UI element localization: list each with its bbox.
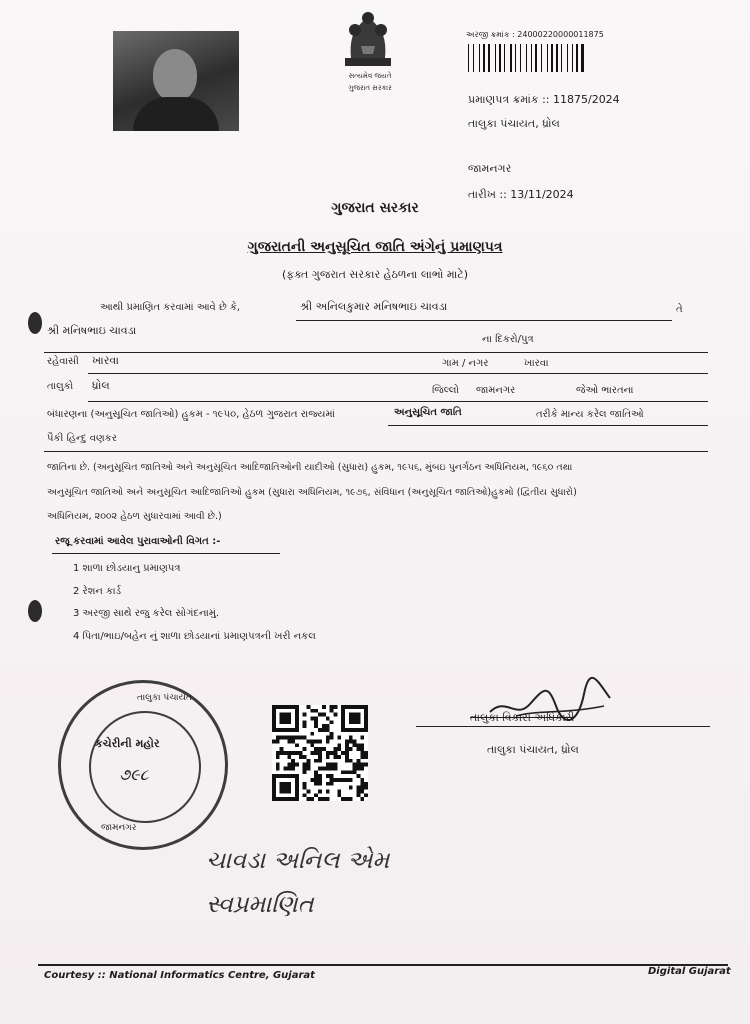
- qr-module: [337, 778, 341, 782]
- barcode-bar: [483, 44, 485, 72]
- qr-module: [318, 759, 322, 763]
- district-label: જિલ્લો: [432, 385, 459, 396]
- qr-module: [345, 747, 349, 751]
- barcode-bar: [486, 44, 487, 72]
- seal-center-text: કચેરીની મહોર: [95, 737, 160, 750]
- qr-module: [326, 782, 330, 786]
- barcode-bar: [515, 44, 516, 72]
- qr-module: [356, 743, 360, 747]
- qr-module: [276, 740, 280, 744]
- barcode-bar: [579, 44, 580, 72]
- qr-module: [303, 770, 307, 774]
- qr-module: [318, 782, 322, 786]
- qr-module: [345, 797, 349, 801]
- qr-module: [310, 751, 314, 755]
- photo-shoulders: [133, 97, 219, 131]
- caste-category: અનુસૂચિત જાતિ: [394, 407, 462, 418]
- resident-underline: [88, 373, 708, 374]
- qr-module: [333, 766, 337, 770]
- qr-module: [287, 740, 291, 744]
- qr-module: [318, 751, 322, 755]
- qr-module: [356, 763, 360, 767]
- qr-module: [307, 789, 311, 793]
- qr-module: [276, 763, 280, 767]
- qr-module: [322, 728, 326, 732]
- qr-module: [291, 759, 295, 763]
- barcode-bar: [491, 44, 494, 72]
- evidence-item: 3 અરજી સાથે રજુ કરેલ સોગંદનામું.: [73, 608, 220, 619]
- barcode-bar: [541, 44, 542, 72]
- qr-module: [326, 751, 330, 755]
- qr-module: [356, 793, 360, 797]
- qr-module: [360, 747, 364, 751]
- qr-module: [353, 763, 357, 767]
- photo-face: [153, 49, 197, 101]
- qr-module: [353, 740, 357, 744]
- issue-date: તારીખ :: 13/11/2024: [468, 188, 574, 201]
- qr-module: [326, 717, 330, 721]
- footer-brand: Digital Gujarat: [648, 966, 731, 977]
- qr-module: [337, 793, 341, 797]
- evidence-item: 2 રેશન કાર્ડ: [73, 586, 122, 597]
- qr-module: [318, 755, 322, 759]
- qr-module: [360, 778, 364, 782]
- qr-module: [303, 755, 307, 759]
- qr-module: [333, 713, 337, 717]
- emblem-caption-satyamev: સત્યમેવ જયતે: [348, 72, 392, 80]
- barcode: [468, 44, 614, 72]
- emblem-caption-govt: ગુજરાત સરકાર: [348, 84, 392, 92]
- seal-number: ૭૯૮: [119, 765, 149, 784]
- handwritten-name: ચાવડા અનિલ એમ: [206, 846, 390, 874]
- qr-module: [307, 763, 311, 767]
- qr-module: [318, 766, 322, 770]
- barcode-bar: [543, 44, 546, 72]
- qr-module: [333, 705, 337, 709]
- qr-module: [330, 732, 334, 736]
- barcode-bar: [572, 44, 573, 72]
- qr-module: [318, 740, 322, 744]
- qr-module: [276, 755, 280, 759]
- seal-ring-text: તાલુકા પંચાયત: [137, 693, 192, 703]
- qr-module: [310, 778, 314, 782]
- qr-module: [318, 747, 322, 751]
- barcode-bar: [547, 44, 548, 72]
- evidence-item: 4 પિતા/ભાઇ/બહેન નું શાળા છોડયાનાં પ્રમાણપત્રની ખરી નકલ: [73, 631, 316, 642]
- taluka-label: તાલુકો: [47, 381, 74, 392]
- qr-module: [314, 717, 318, 721]
- recognized-text: તરીકે માન્ય કરેલ જાતિઓ: [536, 409, 644, 420]
- barcode-bar: [561, 44, 562, 72]
- barcode-bar: [567, 44, 568, 72]
- qr-module: [318, 774, 322, 778]
- qr-module: [330, 766, 334, 770]
- qr-module: [330, 720, 334, 724]
- qr-module: [299, 736, 303, 740]
- qr-module: [360, 782, 364, 786]
- qr-module: [349, 770, 353, 774]
- village-label: ગામ / નગર: [442, 358, 489, 369]
- qr-module: [360, 736, 364, 740]
- qr-module: [337, 789, 341, 793]
- qr-module: [360, 763, 364, 767]
- barcode-bar: [473, 44, 474, 72]
- qr-module: [314, 778, 318, 782]
- qr-module: [322, 797, 326, 801]
- qr-module: [349, 740, 353, 744]
- barcode-bar: [526, 44, 527, 72]
- category-underline: [388, 425, 708, 426]
- qr-module: [280, 736, 284, 740]
- barcode-bar: [556, 44, 558, 72]
- barcode-bar: [576, 44, 578, 72]
- relation-label: ના દિકરો/પુત્ર: [482, 334, 534, 345]
- qr-module: [310, 732, 314, 736]
- qr-module: [349, 736, 353, 740]
- qr-module: [280, 751, 284, 755]
- qr-module: [353, 770, 357, 774]
- barcode-bar: [563, 44, 566, 72]
- signatory-designation: તાલુકા વિકાસ અધિકારી: [470, 711, 575, 724]
- qr-module: [284, 736, 288, 740]
- qr-module: [307, 759, 311, 763]
- qr-module: [364, 755, 368, 759]
- qr-module: [314, 759, 318, 763]
- signatory-office: તાલુકા પંચાયત, ધ્રોલ: [487, 743, 579, 756]
- qr-module: [272, 740, 276, 744]
- qr-module: [318, 797, 322, 801]
- legal-para-3: અધિનિયમ, ૨૦૦૨ હેઠળ સુધારવામાં આવી છે.): [47, 511, 222, 522]
- qr-module: [322, 705, 326, 709]
- qr-module: [360, 751, 364, 755]
- seal-bottom-text: જામનગર: [101, 823, 137, 833]
- qr-module: [314, 774, 318, 778]
- qr-module: [295, 736, 299, 740]
- qr-module: [337, 736, 341, 740]
- state-emblem-icon: [333, 8, 403, 68]
- punch-hole: [28, 600, 42, 622]
- qr-module: [307, 797, 311, 801]
- qr-module: [353, 743, 357, 747]
- qr-module: [330, 782, 334, 786]
- qr-module: [345, 751, 349, 755]
- qr-module: [314, 782, 318, 786]
- qr-module: [284, 766, 288, 770]
- footer-rule: [38, 964, 728, 966]
- qr-module: [364, 763, 368, 767]
- name-underline: [296, 320, 672, 321]
- qr-module: [291, 766, 295, 770]
- india-text: જેઓ ભારતના: [576, 385, 634, 396]
- qr-module: [337, 743, 341, 747]
- application-number: અરજી ક્રમાંક : 24000220000011875: [466, 30, 604, 39]
- barcode-bar: [538, 44, 540, 72]
- qr-module: [345, 778, 349, 782]
- qr-module: [310, 743, 314, 747]
- qr-module: [360, 786, 364, 790]
- issuing-office: તાલુકા પંચાયત, ધ્રોલ: [468, 117, 560, 130]
- qr-module: [349, 778, 353, 782]
- certify-prefix: આથી પ્રમાણિત કરવામાં આવે છે કે,: [100, 302, 241, 313]
- legal-para-1: જાતિના છે. (અનુસૂચિત જાતિઓ અને અનુસૂચિત આદિજાતિઓની યાદીઓ (સુધારા) હુકમ, ૧૯૫૬, મુંબઇ પુનર્ગઠન અધિનિયમ, ૧૯૬૦ તથા: [47, 462, 573, 473]
- qr-module: [303, 747, 307, 751]
- barcode-bar: [531, 44, 532, 72]
- qr-module: [303, 713, 307, 717]
- barcode-bar: [585, 44, 586, 72]
- barcode-bar: [481, 44, 482, 72]
- father-underline: [44, 352, 708, 353]
- applicant-photo: [113, 31, 239, 131]
- barcode-bar: [495, 44, 496, 72]
- qr-module: [295, 743, 299, 747]
- qr-module: [360, 789, 364, 793]
- barcode-bar: [504, 44, 505, 72]
- qr-module: [345, 755, 349, 759]
- qr-module: [280, 747, 284, 751]
- qr-module: [326, 728, 330, 732]
- qr-module: [276, 736, 280, 740]
- qr-module: [333, 778, 337, 782]
- qr-module: [333, 763, 337, 767]
- qr-module: [287, 766, 291, 770]
- qr-module: [326, 736, 330, 740]
- qr-module: [276, 766, 280, 770]
- qr-module: [333, 755, 337, 759]
- evidence-item: 1 શાળા છોડયાનુ પ્રમાણપત્ર: [73, 563, 181, 574]
- barcode-bar: [554, 44, 555, 72]
- barcode-bar: [528, 44, 530, 72]
- qr-module: [314, 751, 318, 755]
- qr-module: [333, 751, 337, 755]
- certificate-number: પ્રમાણપત્ર ક્રમાંક :: 11875/2024: [468, 93, 620, 106]
- qr-module: [318, 713, 322, 717]
- resident-value: ખારવા: [92, 354, 119, 367]
- qr-code: [272, 705, 368, 801]
- qr-module: [356, 786, 360, 790]
- qr-module: [345, 770, 349, 774]
- qr-module: [310, 740, 314, 744]
- qr-module: [330, 709, 334, 713]
- qr-module: [341, 770, 345, 774]
- qr-module: [284, 751, 288, 755]
- qr-module: [353, 766, 357, 770]
- qr-module: [303, 724, 307, 728]
- qr-module: [330, 763, 334, 767]
- qr-module: [364, 793, 368, 797]
- qr-module: [303, 736, 307, 740]
- qr-module: [326, 774, 330, 778]
- certificate-note: (ફક્ત ગુજરાત સરકાર હેઠળના લાભો માટે): [281, 268, 469, 281]
- qr-module: [310, 709, 314, 713]
- barcode-bar: [470, 44, 472, 72]
- qr-module: [314, 709, 318, 713]
- district-name: જામનગર: [468, 162, 512, 175]
- barcode-bar: [535, 44, 537, 72]
- qr-module: [314, 770, 318, 774]
- qr-module: [349, 713, 361, 725]
- qr-module: [314, 720, 318, 724]
- qr-module: [337, 747, 341, 751]
- qr-module: [307, 705, 311, 709]
- qr-module: [276, 751, 280, 755]
- qr-module: [303, 782, 307, 786]
- qr-module: [356, 774, 360, 778]
- qr-module: [326, 724, 330, 728]
- qr-module: [291, 740, 295, 744]
- qr-module: [349, 786, 353, 790]
- handwritten-attestation: સ્વપ્રમાણિત: [206, 890, 314, 918]
- qr-module: [356, 759, 360, 763]
- qr-module: [322, 766, 326, 770]
- barcode-bar: [533, 44, 534, 72]
- qr-module: [280, 782, 292, 794]
- qr-module: [356, 747, 360, 751]
- constitution-text: બંધારણના (અનુસૂચિત જાતિઓ) હુકમ - ૧૯૫૦, હેઠળ ગુજરાત રાજ્યમાં: [47, 409, 335, 420]
- qr-module: [303, 786, 307, 790]
- qr-module: [322, 724, 326, 728]
- qr-module: [303, 720, 307, 724]
- signature-line: [416, 726, 710, 727]
- qr-module: [280, 713, 292, 725]
- qr-module: [322, 713, 326, 717]
- qr-module: [345, 743, 349, 747]
- qr-module: [303, 793, 307, 797]
- certificate-title: ગુજરાતની અનુસૂચિત જાતિ અંગેનું પ્રમાણપત્ર: [247, 239, 503, 255]
- barcode-bar: [517, 44, 519, 72]
- qr-module: [330, 736, 334, 740]
- qr-module: [322, 747, 326, 751]
- qr-module: [360, 797, 364, 801]
- qr-module: [360, 766, 364, 770]
- qr-module: [326, 789, 330, 793]
- applicant-name: શ્રી અનિલકુમાર મનિષભાઇ ચાવડા: [300, 300, 448, 313]
- caste-name: પૈકી હિન્દુ વણકર: [47, 433, 117, 444]
- qr-module: [349, 747, 353, 751]
- qr-module: [287, 751, 291, 755]
- qr-module: [345, 740, 349, 744]
- barcode-bar: [574, 44, 575, 72]
- village-value: ખારવા: [524, 358, 549, 369]
- barcode-bar: [506, 44, 509, 72]
- barcode-bar: [581, 44, 584, 72]
- qr-module: [291, 763, 295, 767]
- qr-module: [326, 763, 330, 767]
- govt-title: ગુજરાત સરકાર: [331, 200, 419, 216]
- qr-module: [326, 766, 330, 770]
- qr-module: [364, 751, 368, 755]
- barcode-bar: [468, 44, 469, 72]
- qr-module: [341, 751, 345, 755]
- taluka-value: ધ્રોલ: [92, 379, 110, 392]
- qr-module: [303, 766, 307, 770]
- qr-module: [318, 728, 322, 732]
- barcode-bar: [522, 44, 525, 72]
- qr-module: [326, 755, 330, 759]
- qr-module: [287, 736, 291, 740]
- barcode-bar: [551, 44, 553, 72]
- qr-module: [299, 751, 303, 755]
- qr-module: [356, 766, 360, 770]
- legal-para-2: અનુસૂચિત જાતિઓ અને અનુસૂચિત આદિજાતિઓ હુકમ (સુધારા અધિનિયમ, ૧૯૭૬, સંવિધાન (અનુસૂચિત જાતિઓ)હુકમો (દ્વિતીય સુધારો): [47, 487, 577, 498]
- qr-module: [307, 766, 311, 770]
- evidence-underline: [52, 553, 280, 554]
- qr-module: [318, 778, 322, 782]
- qr-module: [341, 797, 345, 801]
- barcode-bar: [559, 44, 560, 72]
- qr-module: [330, 751, 334, 755]
- barcode-bar: [502, 44, 503, 72]
- qr-module: [307, 740, 311, 744]
- taluka-underline: [88, 401, 708, 402]
- barcode-bar: [549, 44, 550, 72]
- barcode-bar: [497, 44, 498, 72]
- qr-module: [287, 755, 291, 759]
- qr-module: [295, 751, 299, 755]
- qr-module: [287, 763, 291, 767]
- qr-module: [326, 740, 330, 744]
- qr-module: [326, 797, 330, 801]
- barcode-bar: [510, 44, 512, 72]
- certify-end: તે: [676, 304, 683, 315]
- qr-module: [314, 724, 318, 728]
- qr-module: [318, 789, 322, 793]
- qr-module: [360, 743, 364, 747]
- caste-underline: [44, 451, 708, 452]
- qr-module: [291, 736, 295, 740]
- resident-label: રહેવાસી: [47, 356, 79, 367]
- qr-module: [310, 717, 314, 721]
- qr-module: [356, 789, 360, 793]
- qr-module: [310, 797, 314, 801]
- qr-module: [345, 759, 349, 763]
- qr-module: [341, 778, 345, 782]
- qr-module: [349, 759, 353, 763]
- qr-module: [349, 797, 353, 801]
- qr-module: [314, 740, 318, 744]
- qr-module: [330, 705, 334, 709]
- qr-module: [364, 782, 368, 786]
- qr-module: [295, 763, 299, 767]
- footer-courtesy: Courtesy :: National Informatics Centre, Gujarat: [44, 970, 315, 981]
- barcode-bar: [513, 44, 514, 72]
- qr-module: [303, 763, 307, 767]
- evidence-heading: રજૂ કરવામાં આવેલ પુરાવાઓની વિગત :-: [55, 536, 221, 547]
- qr-module: [330, 778, 334, 782]
- qr-module: [337, 755, 341, 759]
- barcode-bar: [475, 44, 478, 72]
- qr-module: [333, 747, 337, 751]
- barcode-bar: [488, 44, 490, 72]
- qr-module: [314, 793, 318, 797]
- barcode-bar: [520, 44, 521, 72]
- qr-module: [364, 786, 368, 790]
- office-seal: [58, 680, 228, 850]
- barcode-bar: [569, 44, 571, 72]
- qr-module: [360, 755, 364, 759]
- qr-module: [314, 747, 318, 751]
- district-value: જામનગર: [476, 385, 516, 396]
- qr-module: [299, 755, 303, 759]
- father-name: શ્રી મનિષભાઇ ચાવડા: [47, 324, 137, 337]
- qr-module: [291, 751, 295, 755]
- barcode-bar: [479, 44, 480, 72]
- barcode-bar: [499, 44, 501, 72]
- punch-hole: [28, 312, 42, 334]
- qr-module: [330, 774, 334, 778]
